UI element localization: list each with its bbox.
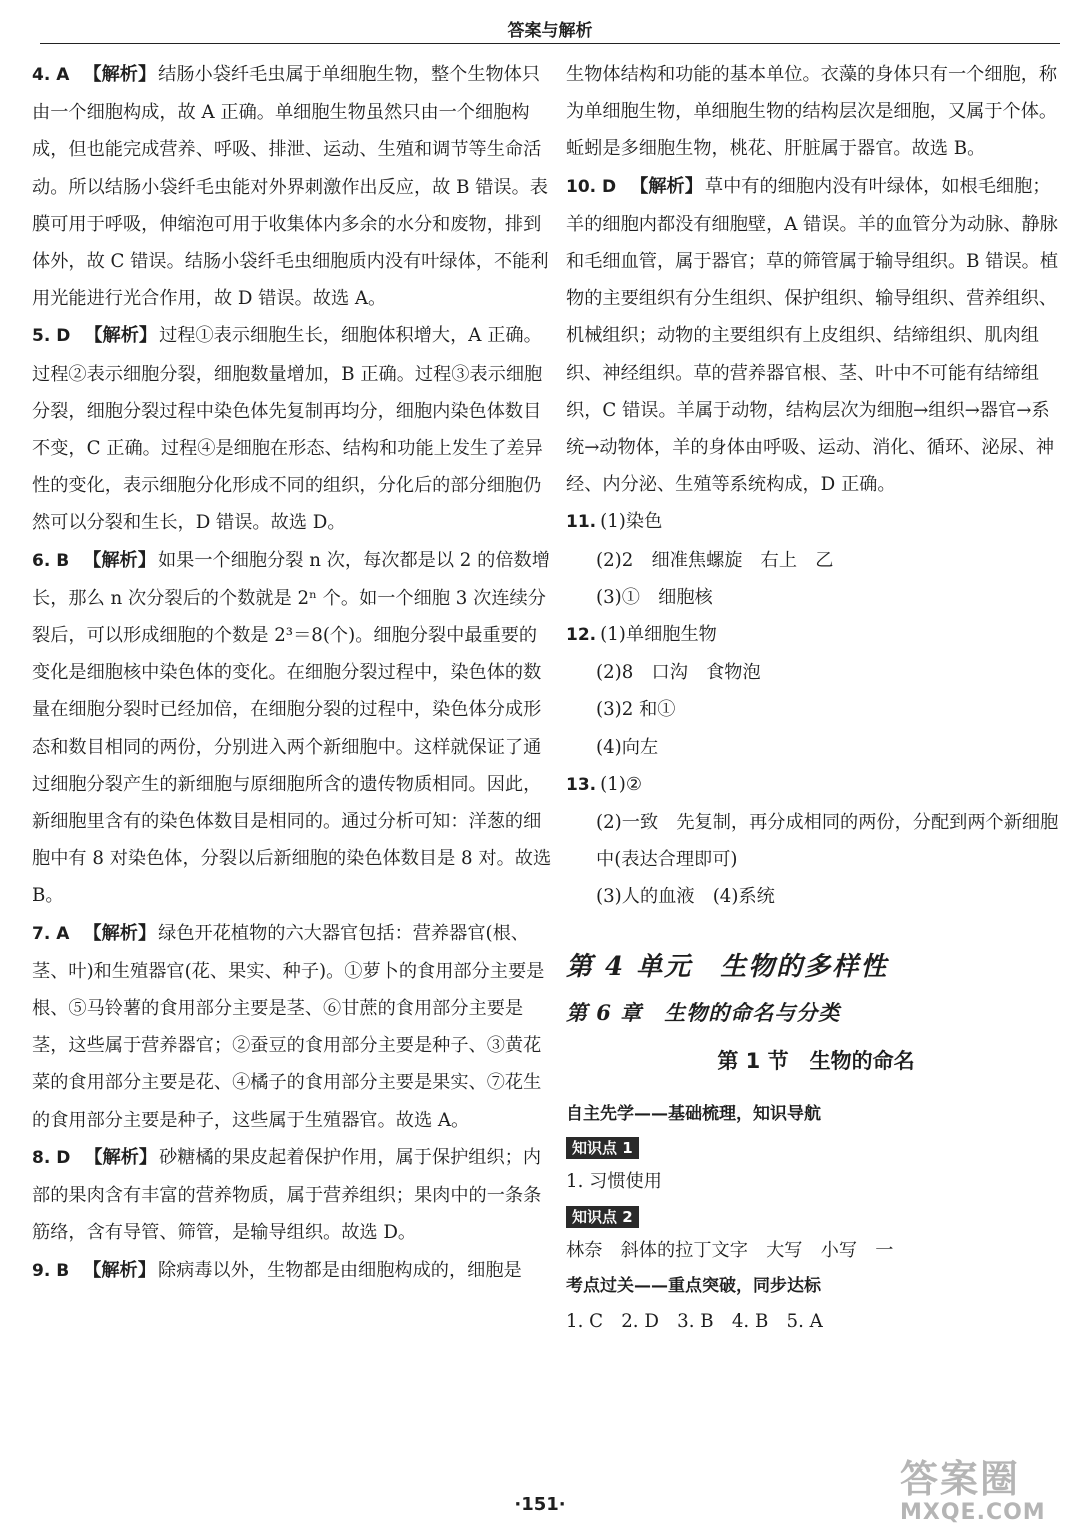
right-column: [566, 56, 1066, 1340]
page-number: ·151·: [514, 1494, 566, 1515]
answer-text: 草中有的细胞内没有叶绿体，如根毛细胞；羊的细胞内都没有细胞壁，A 错误。羊的血管分为动脉、静脉和毛细血管，属于器官；草的筛管属于输导组织。B 错误。植物的主要组织有分生组织、保护组织、输导组织、营养组织、机械组织；动物的主要组织有上皮组织、结缔组织、肌肉组织、神经组织。草的营养器官根、茎、叶中不可能有结缔组织，C 错误。羊属于动物，结构层次为细胞→组织→器官→系统→动物体，羊的身体由呼吸、运动、消化、循环、泌尿、神经、内分泌、生殖等系统构成，D 正确。: [566, 175, 1059, 496]
header-divider: [40, 43, 1060, 44]
sub-answer: (2)2 细准焦螺旋 右上 乙: [596, 549, 834, 571]
answer-number: 7. A: [32, 923, 70, 944]
answer-number: 4. A: [32, 65, 70, 85]
knowledge-point-1-answer: 1. 习惯使用: [566, 1170, 662, 1192]
answer-9-continued: 生物体结构和功能的基本单位。衣藻的身体只有一个细胞，称为单细胞生物，单细胞生物的结构层次是细胞，又属于个体。蚯蚓是多细胞生物，桃花、肝脏属于器官。故选 B。: [566, 64, 1058, 160]
knowledge-point-2-tag: 知识点 2: [566, 1206, 639, 1228]
exam-pass-answers: 1. C 2. D 3. B 4. B 5. A: [566, 1310, 823, 1332]
answer-10: [566, 168, 1066, 504]
answer-number: 12.: [566, 625, 597, 646]
analysis-tag: 【解析】: [83, 1259, 156, 1281]
sub-answer: (3)人的血液 (4)系统: [596, 886, 775, 908]
answer-number: 13.: [566, 774, 597, 795]
answer-7: [32, 915, 552, 1139]
answer-number: 10. D: [566, 176, 617, 197]
sub-answer: (1)②: [600, 773, 643, 795]
answer-number: 9. B: [32, 1260, 70, 1281]
answer-number: 5. D: [32, 326, 71, 347]
answer-4: [32, 56, 552, 317]
section-title: 第 1 节 生物的命名: [717, 1048, 915, 1073]
answer-13: [566, 766, 1066, 804]
analysis-tag: 【解析】: [84, 1146, 158, 1168]
answer-text: 过程①表示细胞生长，细胞体积增大，A 正确。过程②表示细胞分裂，细胞数量增加，B 正确。过程③表示细胞分裂，细胞分裂过程中染色体先复制再均分，细胞内染色体数目不变，C 正确。过程④是细胞在形态、结构和功能上发生了差异性的变化，表示细胞分化形成不同的组织，分化后的部分细胞仍然可以分裂和生长，D 错误。故选 D。: [32, 325, 543, 534]
knowledge-point-2-answer: 林奈 斜体的拉丁文字 大写 小写 一: [566, 1239, 894, 1261]
sub-answer: (3)2 和①: [596, 699, 676, 721]
knowledge-point-1-tag: 知识点 1: [566, 1137, 639, 1159]
answer-8: [32, 1139, 552, 1252]
analysis-tag: 【解析】: [83, 64, 157, 85]
self-study-heading: 自主先学——基础梳理，知识导航: [566, 1103, 821, 1124]
answer-6: [32, 542, 552, 915]
watermark-text-bottom: MXQE.COM: [900, 1500, 1046, 1525]
sub-answer: (1)染色: [600, 511, 663, 533]
answer-text: 砂糖橘的果皮起着保护作用，属于保护组织；内部的果肉含有丰富的营养物质，属于营养组织；果肉中的一条条筋络，含有导管、筛管，是输导组织。故选 D。: [32, 1146, 542, 1244]
analysis-tag: 【解析】: [83, 549, 156, 571]
answer-text: 除病毒以外，生物都是由细胞构成的，细胞是: [157, 1259, 522, 1281]
answer-11: [566, 503, 1066, 541]
answer-number: 8. D: [32, 1147, 71, 1168]
sub-answer: (2)8 口沟 食物泡: [596, 662, 761, 684]
sub-answer: (3)① 细胞核: [596, 586, 713, 608]
chapter-title: 第 6 章 生物的命名与分类: [566, 999, 841, 1025]
analysis-tag: 【解析】: [630, 175, 703, 197]
sub-answer: (1)单细胞生物: [600, 624, 717, 646]
answer-5: [32, 317, 552, 541]
page-header: 答案与解析: [507, 21, 593, 41]
answer-text: 结肠小袋纤毛虫属于单细胞生物，整个生物体只由一个细胞构成，故 A 正确。单细胞生物虽然只由一个细胞构成，但也能完成营养、呼吸、排泄、运动、生殖和调节等生命活动。所以结肠小袋纤毛虫能对外界刺激作出反应，故 B 错误。表膜可用于呼吸，伸缩泡可用于收集体内多余的水分和废物，排到体外，故 C 错误。结肠小袋纤毛虫细胞质内没有叶绿体，不能利用光能进行光合作用，故 D 错误。故选 A。: [32, 64, 549, 310]
sub-answer: (4)向左: [596, 736, 659, 758]
answer-number: 6. B: [32, 550, 70, 571]
answer-number: 11.: [566, 512, 597, 533]
answer-text: 绿色开花植物的六大器官包括：营养器官(根、茎、叶)和生殖器官(花、果实、种子)。①萝卜的食用部分主要是根、⑤马铃薯的食用部分主要是茎、⑥甘蔗的食用部分主要是茎，这些属于营养器官；②蚕豆的食用部分主要是种子、③黄花菜的食用部分主要是花、④橘子的食用部分主要是果实、⑦花生的食用部分主要是种子，这些属于生殖器官。故选 A。: [32, 922, 545, 1131]
analysis-tag: 【解析】: [84, 325, 158, 347]
left-column: [32, 56, 552, 1290]
analysis-tag: 【解析】: [83, 922, 157, 944]
watermark-logo: [900, 1458, 1070, 1530]
unit-title: 第 4 单元 生物的多样性: [566, 951, 889, 982]
watermark-text-top: 答案圈: [900, 1457, 1021, 1501]
answer-text: 如果一个细胞分裂 n 次，每次都是以 2 的倍数增长，那么 n 次分裂后的个数就是 2ⁿ 个。如一个细胞 3 次连续分裂后，可以形成细胞的个数是 2³＝8(个)。细胞分裂中最重要的变化是细胞核中染色体的变化。在细胞分裂过程中，染色体的数量在细胞分裂时已经加倍，在细胞分裂的过程中，染色体分成形态和数目相同的两份，分别进入两个新细胞中。这样就保证了通过细胞分裂产生的新细胞与原细胞所含的遗传物质相同。因此，新细胞里含有的染色体数目是相同的。通过分析可知：洋葱的细胞中有 8 对染色体，分裂以后新细胞的染色体数目是 8 对。故选 B。: [32, 549, 552, 907]
exam-pass-heading: 考点过关——重点突破，同步达标: [566, 1275, 821, 1296]
answer-9: [32, 1252, 552, 1290]
sub-answer: (2)一致 先复制，再分成相同的两份，分配到两个新细胞中(表达合理即可): [596, 812, 1059, 871]
answer-12: [566, 616, 1066, 654]
